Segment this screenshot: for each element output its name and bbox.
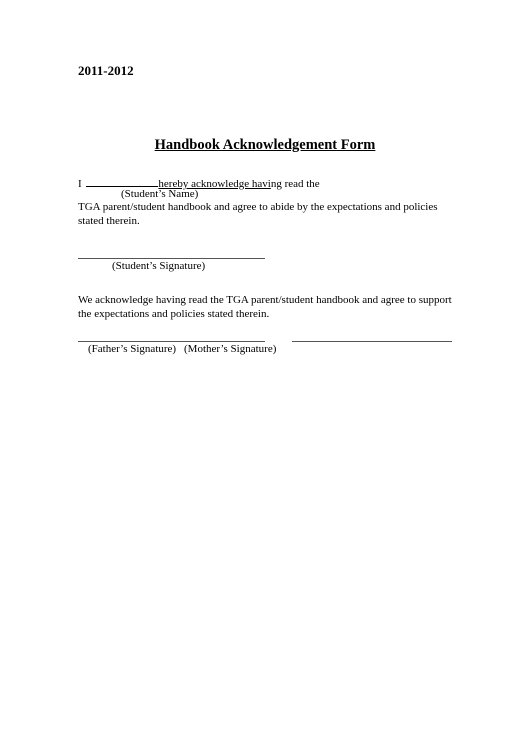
parent-statement: We acknowledge having read the TGA parent/student handbook and agree to support the expectations and policies stated therein. <box>78 294 452 320</box>
student-signature-line[interactable] <box>78 258 265 259</box>
student-statement-line <box>78 176 320 191</box>
student-statement-continuation: TGA parent/student handbook and agree to abide by the expectations and policies stated therein. <box>78 201 438 227</box>
mother-signature-line[interactable] <box>292 341 452 342</box>
student-name-blank[interactable] <box>86 176 158 187</box>
school-year: 2011-2012 <box>78 63 134 78</box>
father-signature-caption: (Father’s Signature) <box>88 343 177 355</box>
student-signature-caption: (Student’s Signature) <box>112 260 206 272</box>
student-name-caption: (Student’s Name) <box>121 188 199 200</box>
statement-underlined-text: hereby acknowledge havi <box>158 178 271 190</box>
mother-signature-caption: (Mother’s Signature) <box>184 343 277 355</box>
statement-prefix: I <box>78 178 82 190</box>
form-title: Handbook Acknowledgement Form <box>154 137 376 153</box>
statement-trailing-text: ng read the <box>270 178 320 190</box>
father-signature-line[interactable] <box>78 341 265 342</box>
